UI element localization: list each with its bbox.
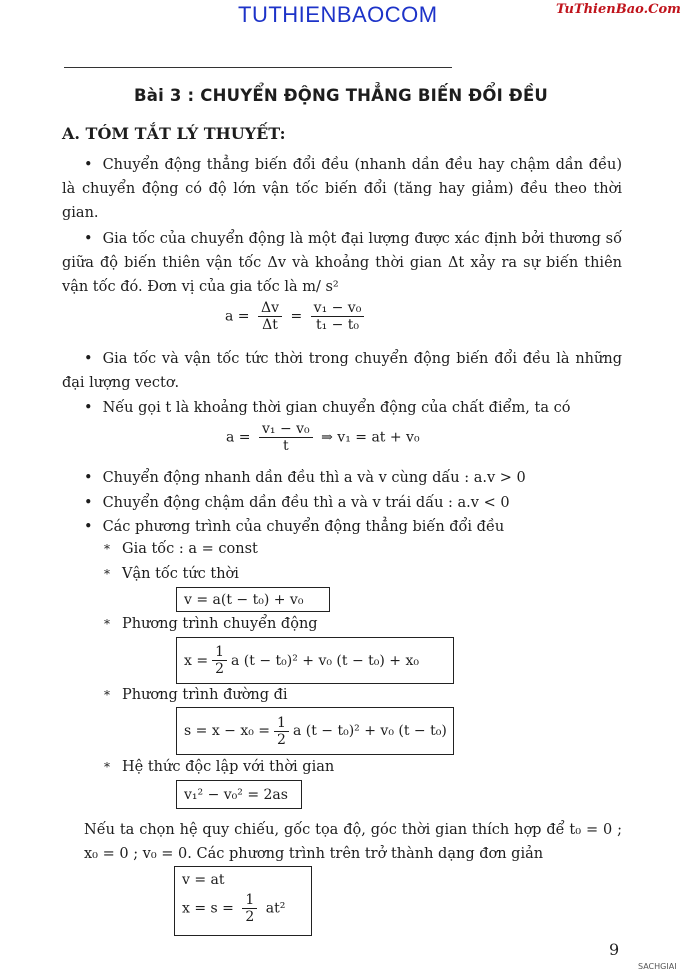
formula-acceleration [225, 300, 368, 333]
lesson-title: Bài 3 : CHUYỂN ĐỘNG THẲNG BIẾN ĐỔI ĐỀU [134, 86, 549, 105]
sub-item-text: Gia tốc : a = const [122, 541, 258, 557]
fraction-half [242, 892, 257, 925]
bullet-marker [84, 231, 103, 247]
numerator: 1 [242, 892, 257, 909]
sub-item-text: Phương trình đường đi [122, 687, 288, 703]
text-run: và khoảng thời gian [286, 255, 448, 271]
numerator: v₁ − v₀ [311, 300, 365, 317]
bullet-item-4 [84, 396, 570, 420]
bullet-paragraph-3 [62, 347, 622, 395]
numerator: v₁ − v₀ [259, 421, 313, 438]
bullet-paragraph-1 [62, 153, 622, 225]
equals-sign: = [290, 308, 303, 325]
delta-t: Δt [447, 255, 465, 271]
text-run: Gia tốc của chuyển động là một đại lượng được xác định bởi thương số giữa độ biến thiên vận tốc [62, 231, 622, 271]
section-heading: A. TÓM TẮT LÝ THUYẾT: [62, 124, 286, 143]
formula-lhs: s = x − x₀ = [184, 723, 271, 739]
numerator: Δv [258, 300, 282, 317]
text-run: xảy ra sự biến thiên vận tốc đó. Đơn vị của gia tốc là m/ s² [62, 255, 622, 295]
sub-item-text: Hệ thức độc lập với thời gian [122, 759, 335, 775]
fraction [259, 421, 313, 454]
formula-rhs: ⇒ v₁ = at + v₀ [321, 429, 420, 446]
footer-logo: SACHGIAI [638, 962, 677, 971]
sub-item-independent-relation [104, 759, 334, 775]
delta-v: Δv [267, 255, 287, 271]
bullet-text: Chuyển động thẳng biến đổi đều (nhanh dần đều hay chậm dần đều) là chuyển động có độ lớn vận tốc biến đổi (tăng hay giảm) đều theo thời gian. [62, 157, 622, 221]
site-watermark-title: TUTHIENBAOCOM [238, 2, 438, 27]
denominator: 2 [215, 661, 224, 677]
brand-logo: TuThienBao.Com [556, 2, 681, 17]
formula-line-position [182, 892, 304, 925]
sub-item-text: Phương trình chuyển động [122, 616, 318, 632]
denominator: t [283, 438, 289, 454]
formula-lhs: x = s = [182, 900, 234, 917]
bullet-item-6 [84, 491, 510, 515]
denominator: 2 [277, 731, 286, 748]
formula-rhs: at² [265, 900, 286, 917]
bullet-text: Chuyển động chậm dần đều thì a và v trái dấu : a.v < 0 [102, 495, 510, 511]
header-rule [64, 67, 452, 68]
sub-item-text: Vận tốc tức thời [122, 566, 239, 582]
formula-rhs: a (t − t₀)² + v₀ (t − t₀) + x₀ [231, 652, 419, 669]
bullet-text: Các phương trình của chuyển động thẳng biến đổi đều [102, 519, 505, 535]
sub-item-motion-equation [104, 616, 318, 632]
bullet-marker [84, 351, 103, 367]
bullet-text: Chuyển động nhanh dần đều thì a và v cùng dấu : a.v > 0 [102, 470, 526, 486]
formula-velocity [226, 421, 420, 454]
denominator: t₁ − t₀ [315, 317, 360, 333]
denominator: 2 [245, 909, 255, 925]
sub-item-velocity [104, 566, 239, 582]
bullet-marker [84, 157, 103, 173]
formula-box-independent: v₁² − v₀² = 2as [176, 780, 302, 809]
bullet-text: Nếu gọi t là khoảng thời gian chuyển động của chất điểm, ta có [102, 400, 571, 416]
fraction [258, 300, 282, 333]
formula-rhs: a (t − t₀)² + v₀ (t − t₀) [292, 723, 447, 739]
fraction [311, 300, 365, 333]
numerator: 1 [212, 644, 227, 661]
formula-lhs: a = [225, 308, 250, 325]
fraction-half [274, 715, 289, 748]
formula-box-velocity: v = a(t − t₀) + v₀ [176, 587, 330, 612]
bullet-paragraph-2 [62, 227, 622, 299]
bullet-item-7 [84, 515, 504, 539]
formula-box-motion [176, 637, 454, 684]
sub-item-acceleration [104, 541, 258, 557]
formula-lhs: x = [184, 652, 209, 669]
bullet-item-5 [84, 466, 526, 490]
formula-line-velocity: v = at [182, 872, 225, 888]
formula-box-simplified [174, 866, 312, 936]
formula-lhs: a = [226, 429, 251, 446]
bullet-text: Gia tốc và vận tốc tức thời trong chuyển động biến đổi đều là những đại lượng vectơ. [62, 351, 622, 391]
denominator: Δt [262, 317, 278, 333]
numerator: 1 [274, 715, 289, 732]
page-number: 9 [609, 940, 620, 959]
fraction-half [212, 644, 227, 677]
closing-paragraph: Nếu ta chọn hệ quy chiếu, gốc tọa độ, góc thời gian thích hợp để t₀ = 0 ; x₀ = 0 ; v₀ = 0. Các phương trình trên trở thành dạng đơn giản [84, 822, 622, 862]
formula-box-distance [176, 707, 454, 755]
sub-item-distance-equation [104, 687, 288, 703]
